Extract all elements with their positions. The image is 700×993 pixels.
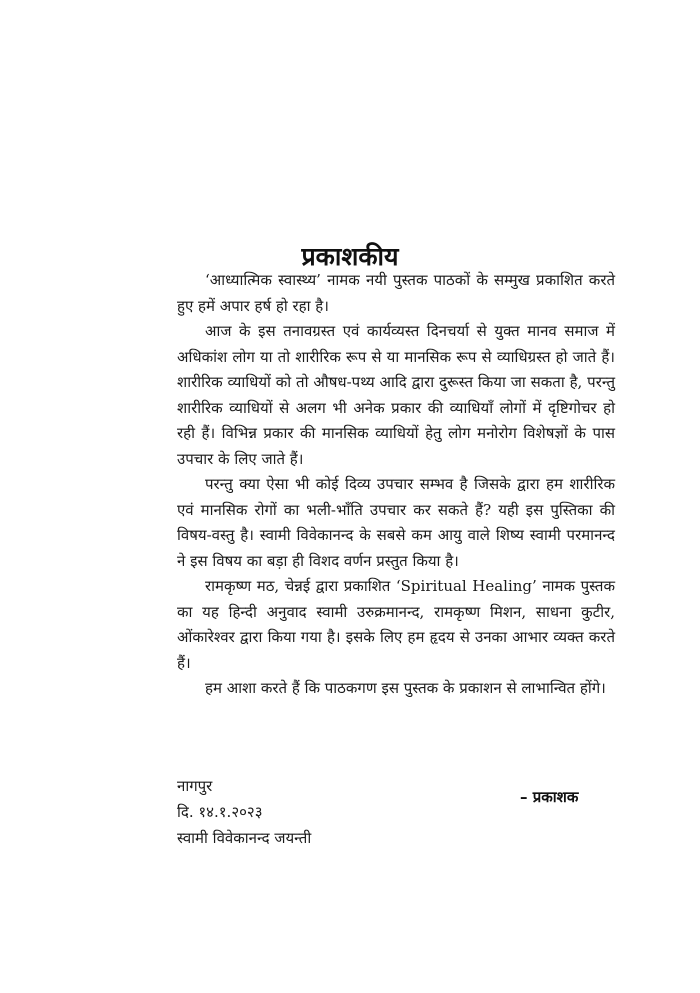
publisher-signature: – प्रकाशक: [520, 788, 579, 806]
paragraph: हम आशा करते हैं कि पाठकगण इस पुस्तक के प्रकाशन से लाभान्वित होंगे।: [205, 679, 606, 697]
paragraph: परन्तु क्या ऐसा भी कोई दिव्य उपचार सम्भव है जिसके द्वारा हम शारीरिक एवं मानसिक रोगों का भली-भाँति उपचार कर सकते हैं? यही इस पुस्तिका की विषय-वस्तु है। स्वामी विवेकानन्द के सबसे कम आयु वाले शिष्य स्वामी परमानन्द ने इस विषय का बड़ा ही विशद वर्णन प्रस्तुत किया है।: [177, 475, 615, 570]
preface-body: [177, 268, 615, 702]
footer-info: [177, 773, 311, 851]
footer-occasion: स्वामी विवेकानन्द जयन्ती: [177, 829, 312, 847]
paragraph: ‘आध्यात्मिक स्वास्थ्य’ नामक नयी पुस्तक पाठकों के सम्मुख प्रकाशित करते हुए हमें अपार हर्ष हो रहा है।: [177, 271, 615, 315]
page-title: प्रकाशकीय: [301, 241, 399, 271]
paragraph: आज के इस तनावग्रस्त एवं कार्यव्यस्त दिनचर्या से युक्त मानव समाज में अधिकांश लोग या तो शारीरिक रूप से या मानसिक रूप से व्याधिग्रस्त हो जाते हैं। शारीरिक व्याधियों को तो औषध-पथ्य आदि द्वारा दुरूस्त किया जा सकता है, परन्तु शारीरिक व्याधियों से अलग भी अनेक प्रकार की व्याधियाँ लोगों में दृष्टिगोचर हो रही हैं। विभिन्न प्रकार की मानसिक व्याधियों हेतु लोग मनोरोग विशेषज्ञों के पास उपचार के लिए जाते हैं।: [177, 322, 615, 468]
footer-place: नागपुर: [177, 777, 213, 795]
footer-date: दि. १४.१.२०२३: [177, 803, 263, 821]
paragraph: रामकृष्ण मठ, चेन्नई द्वारा प्रकाशित ‘Spiritual Healing’ नामक पुस्तक का यह हिन्दी अनुवाद स्वामी उरुक्रमानन्द, रामकृष्ण मिशन, साधना कुटीर, ओंकारेश्वर द्वारा किया गया है। इसके लिए हम हृदय से उनका आभार व्यक्त करते हैं।: [177, 577, 615, 672]
